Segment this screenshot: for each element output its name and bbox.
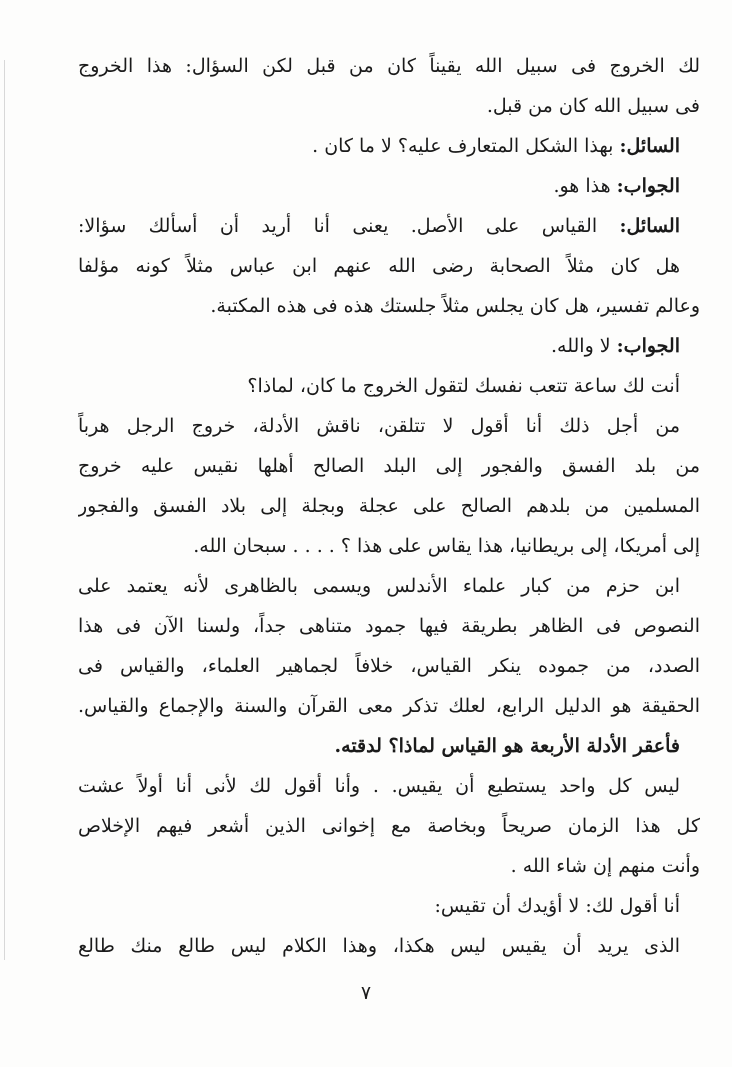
line-text: فى سبيل الله كان من قبل. bbox=[486, 95, 700, 117]
text-line bbox=[78, 166, 700, 206]
speaker-label: السائل: bbox=[619, 215, 680, 237]
text-line bbox=[78, 926, 700, 966]
text-line bbox=[78, 726, 700, 766]
text-line bbox=[78, 606, 700, 646]
line-text: هذا هو. bbox=[553, 175, 617, 197]
text-line bbox=[78, 406, 700, 446]
text-line bbox=[78, 646, 700, 686]
line-text: القياس على الأصل. يعنى أنا أريد أن أسألك سؤالا: bbox=[78, 215, 620, 237]
line-text: لك الخروج فى سبيل الله يقيناً كان من قبل لكن السؤال: هذا الخروج bbox=[78, 55, 700, 77]
text-line bbox=[78, 126, 700, 166]
text-line bbox=[78, 366, 700, 406]
line-text: ليس كل واحد يستطيع أن يقيس. . وأنا أقول لك لأنى أنا أولاً عشت bbox=[78, 775, 680, 797]
line-text: فأعقر الأدلة الأربعة هو القياس لماذا؟ لدقته. bbox=[334, 735, 680, 757]
text-line bbox=[78, 806, 700, 846]
line-text: المسلمين من بلدهم الصالح على عجلة وبجلة إلى بلاد الفسق والفجور bbox=[78, 495, 700, 517]
text-line bbox=[78, 206, 700, 246]
line-text: إلى أمريكا، إلى بريطانيا، هذا يقاس على هذا ؟ . . . . سبحان الله. bbox=[193, 535, 700, 557]
text-line bbox=[78, 86, 700, 126]
speaker-label: الجواب: bbox=[616, 335, 680, 357]
line-text: كل هذا الزمان صريحاً وبخاصة مع إخوانى الذين أشعر فيهم الإخلاص bbox=[78, 815, 700, 837]
page-number: ٧ bbox=[360, 982, 372, 1004]
line-text: أنت لك ساعة تتعب نفسك لتقول الخروج ما كان، لماذا؟ bbox=[247, 375, 680, 397]
text-line bbox=[78, 46, 700, 86]
text-line bbox=[78, 286, 700, 326]
text-line bbox=[78, 526, 700, 566]
line-text: النصوص فى الظاهر بطريقة فيها جمود متناهى جداً، ولسنا الآن فى هذا bbox=[78, 615, 700, 637]
text-line bbox=[78, 686, 700, 726]
speaker-label: الجواب: bbox=[616, 175, 680, 197]
line-text: بهذا الشكل المتعارف عليه؟ لا ما كان . bbox=[312, 135, 620, 157]
text-line bbox=[78, 486, 700, 526]
line-text: الصدد، من جموده ينكر القياس، خلافاً لجماهير العلماء، والقياس فى bbox=[78, 655, 700, 677]
line-text: الذى يريد أن يقيس ليس هكذا، وهذا الكلام ليس طالع منك طالع bbox=[78, 935, 680, 957]
line-text: وعالم تفسير، هل كان يجلس مثلاً جلستك هذه فى هذه المكتبة. bbox=[210, 295, 700, 317]
text-line bbox=[78, 886, 700, 926]
line-text: من أجل ذلك أنا أقول لا تتلقن، ناقش الأدلة، خروج الرجل هرباً bbox=[78, 415, 680, 437]
line-text: وأنت منهم إن شاء الله . bbox=[510, 855, 700, 877]
text-line bbox=[78, 566, 700, 606]
page-edge-shadow bbox=[4, 60, 5, 960]
speaker-label: السائل: bbox=[619, 135, 680, 157]
text-line bbox=[78, 846, 700, 886]
line-text: أنا أقول لك: لا أؤيدك أن تقيس: bbox=[434, 895, 680, 917]
text-line bbox=[78, 446, 700, 486]
line-text: لا والله. bbox=[550, 335, 617, 357]
text-line bbox=[78, 326, 700, 366]
line-text: ابن حزم من كبار علماء الأندلس ويسمى بالظاهرى لأنه يعتمد على bbox=[78, 575, 680, 597]
body-text bbox=[78, 46, 700, 966]
line-text: الحقيقة هو الدليل الرابع، لعلك تذكر معى القرآن والسنة والإجماع والقياس. bbox=[78, 695, 700, 717]
line-text: هل كان مثلاً الصحابة رضى الله عنهم ابن عباس مثلاً كونه مؤلفا bbox=[78, 255, 680, 277]
text-line bbox=[78, 246, 700, 286]
line-text: من بلد الفسق والفجور إلى البلد الصالح أهلها نقيس عليه خروج bbox=[78, 455, 700, 477]
text-line bbox=[78, 766, 700, 806]
